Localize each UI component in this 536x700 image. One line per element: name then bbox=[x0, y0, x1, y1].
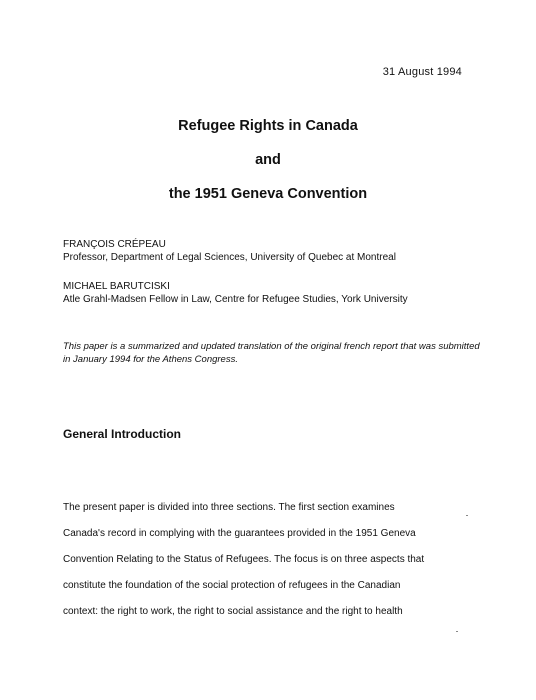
body-text-line: constitute the foundation of the social protection of refugees in the Canadian bbox=[63, 580, 401, 591]
author-affiliation: Professor, Department of Legal Sciences, University of Quebec at Montreal bbox=[63, 252, 396, 263]
body-text-line: context: the right to work, the right to social assistance and the right to health bbox=[63, 606, 403, 617]
body-text-line: The present paper is divided into three sections. The first section examines bbox=[63, 502, 395, 513]
body-text-line: Convention Relating to the Status of Refugees. The focus is on three aspects that bbox=[63, 554, 425, 565]
title-line-2: and bbox=[255, 152, 281, 168]
author-block-1 bbox=[63, 238, 396, 264]
section-heading: General Introduction bbox=[63, 427, 182, 441]
abstract-note: This paper is a summarized and updated translation of the original french report that was submitted in January 1994 for the Athens Congress. bbox=[63, 341, 480, 365]
author-affiliation: Atle Grahl-Madsen Fellow in Law, Centre for Refugee Studies, York University bbox=[63, 294, 408, 305]
author-block-2 bbox=[63, 280, 408, 306]
scan-speck bbox=[466, 515, 468, 516]
title-line-3: the 1951 Geneva Convention bbox=[168, 186, 368, 202]
author-name: MICHAEL BARUTCISKI bbox=[63, 281, 170, 292]
title-line-1: Refugee Rights in Canada bbox=[178, 118, 358, 134]
author-name: FRANÇOIS CRÉPEAU bbox=[63, 239, 166, 250]
body-text-line: Canada's record in complying with the guarantees provided in the 1951 Geneva bbox=[63, 528, 416, 539]
scan-speck bbox=[456, 631, 458, 632]
document-date: 31 August 1994 bbox=[382, 66, 462, 78]
